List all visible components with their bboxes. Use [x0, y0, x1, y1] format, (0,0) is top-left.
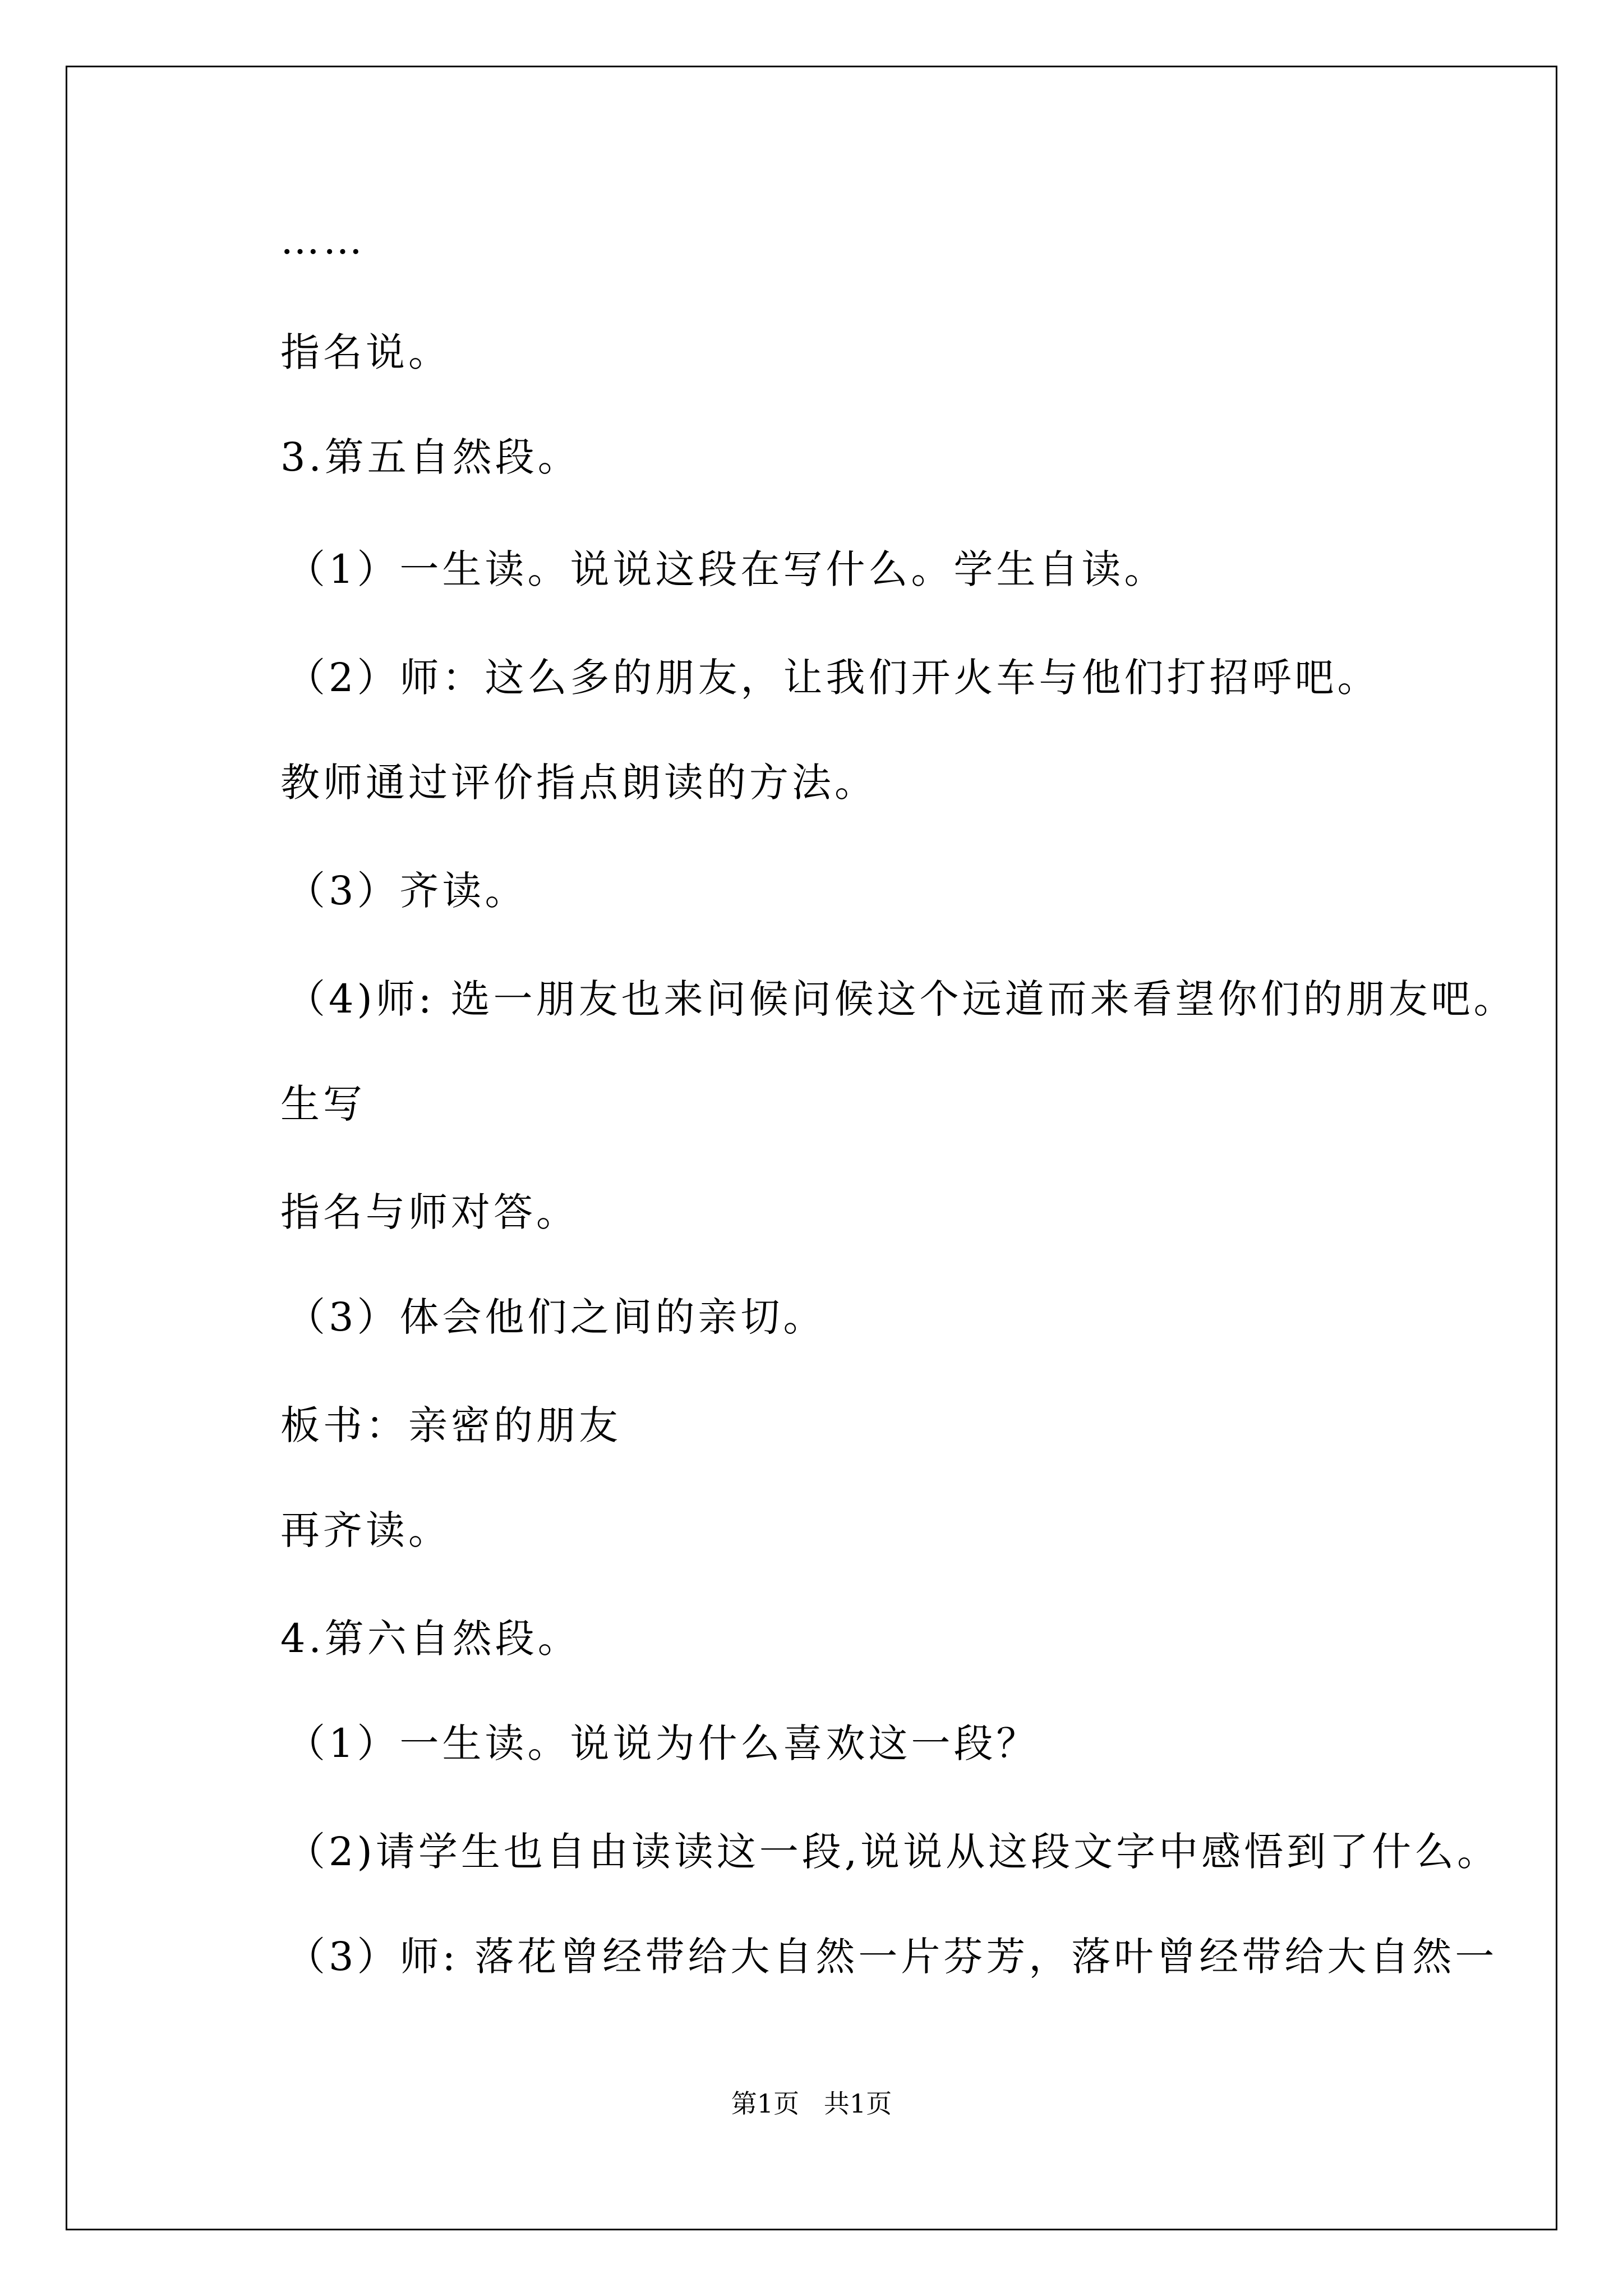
text-line: （2）师：这么多的朋友，让我们开火车与他们打招呼吧。	[286, 655, 1380, 701]
text-line: 指名说。	[280, 329, 451, 375]
text-line: （1）一生读。说说这段在写什么。学生自读。	[286, 546, 1167, 592]
section-heading: 3.第五自然段。	[280, 434, 580, 480]
text-line: 指名与师对答。	[280, 1189, 579, 1235]
text-line: （3）师: 落花曾经带给大自然一片芬芳，落叶曾经带给大自然一	[286, 1934, 1498, 1980]
text-line: （1）一生读。说说为什么喜欢这一段？	[286, 1720, 1039, 1766]
page-number-footer: 第1页 共1页	[731, 2088, 892, 2119]
section-heading: 4.第六自然段。	[280, 1616, 580, 1662]
text-line: （2)请学生也自由读读这一段,说说从这段文字中感悟到了什么。	[286, 1829, 1500, 1875]
text-line: 板书：亲密的朋友	[280, 1402, 621, 1448]
text-line: （3）体会他们之间的亲切。	[286, 1294, 826, 1340]
text-line: （3）齐读。	[286, 868, 528, 914]
text-line-ellipsis: ……	[280, 217, 366, 263]
text-line: 教师通过评价指点朗读的方法。	[280, 760, 877, 806]
text-line: （4)师: 选一朋友也来问候问候这个远道而来看望你们的朋友吧。	[286, 976, 1516, 1022]
text-line: 生写	[280, 1081, 366, 1127]
page-border	[66, 66, 1557, 2230]
text-line: 再齐读。	[280, 1507, 451, 1553]
